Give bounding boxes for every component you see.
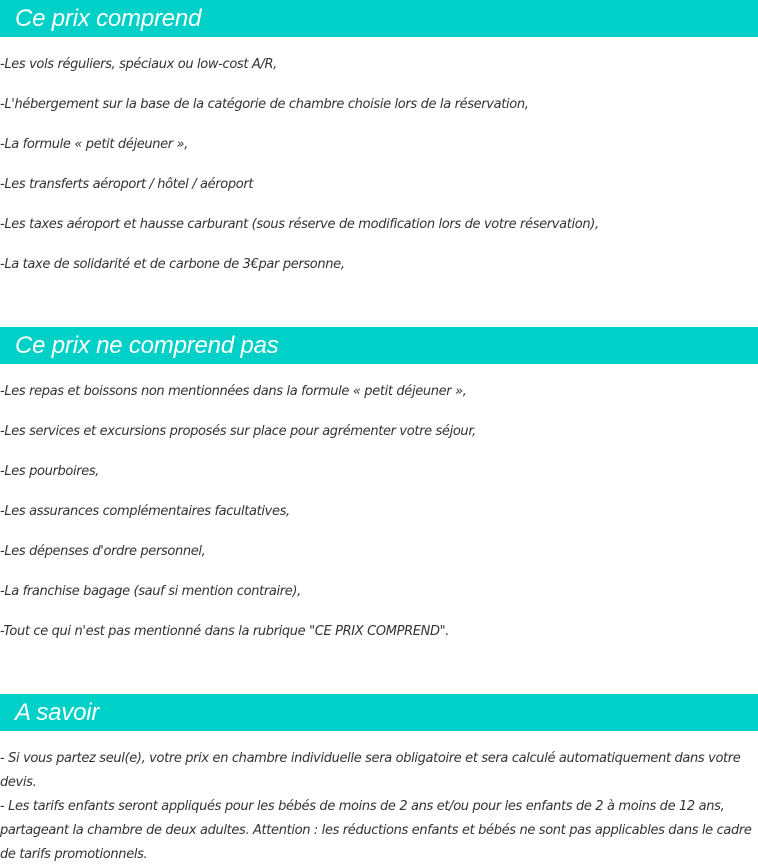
section-good-to-know-title: A savoir xyxy=(0,694,758,731)
section-included-title: Ce prix comprend xyxy=(0,0,758,37)
included-item: -L'hébergement sur la base de la catégorie de chambre choisie lors de la réservation, xyxy=(0,97,529,112)
not-included-item: -Tout ce qui n'est pas mentionné dans la rubrique "CE PRIX COMPREND". xyxy=(0,624,450,639)
not-included-list xyxy=(0,384,758,640)
section-included xyxy=(0,0,758,297)
included-item: -Les vols réguliers, spéciaux ou low-cost A/R, xyxy=(0,57,277,72)
not-included-item: -La franchise bagage (sauf si mention contraire), xyxy=(0,584,301,599)
included-item: -La formule « petit déjeuner », xyxy=(0,137,189,152)
not-included-item: -Les repas et boissons non mentionnées dans la formule « petit déjeuner », xyxy=(0,384,467,399)
not-included-item: -Les services et excursions proposés sur place pour agrémenter votre séjour, xyxy=(0,424,476,439)
section-not-included xyxy=(0,327,758,664)
good-to-know-note: - Si vous partez seul(e), votre prix en chambre individuelle sera obligatoire et sera calculé automatiquement dans votre devis. xyxy=(0,751,741,790)
included-item: -La taxe de solidarité et de carbone de 3€par personne, xyxy=(0,257,345,272)
not-included-item: -Les pourboires, xyxy=(0,464,100,479)
included-item: -Les transferts aéroport / hôtel / aéroport xyxy=(0,177,254,192)
section-not-included-title: Ce prix ne comprend pas xyxy=(0,327,758,364)
not-included-item: -Les assurances complémentaires facultatives, xyxy=(0,504,290,519)
included-list xyxy=(0,57,758,273)
not-included-item: -Les dépenses d'ordre personnel, xyxy=(0,544,206,559)
good-to-know-notes xyxy=(0,747,758,867)
good-to-know-note: - Les tarifs enfants seront appliqués pour les bébés de moins de 2 ans et/ou pour les enfants de 2 à moins de 12 ans, partageant la chambre de deux adultes. Attention : les réductions enfants et bébés ne sont pas applicables dans le cadre de tarifs promotionnels. xyxy=(0,799,752,862)
included-item: -Les taxes aéroport et hausse carburant (sous réserve de modification lors de votre réservation), xyxy=(0,217,599,232)
section-good-to-know xyxy=(0,694,758,867)
